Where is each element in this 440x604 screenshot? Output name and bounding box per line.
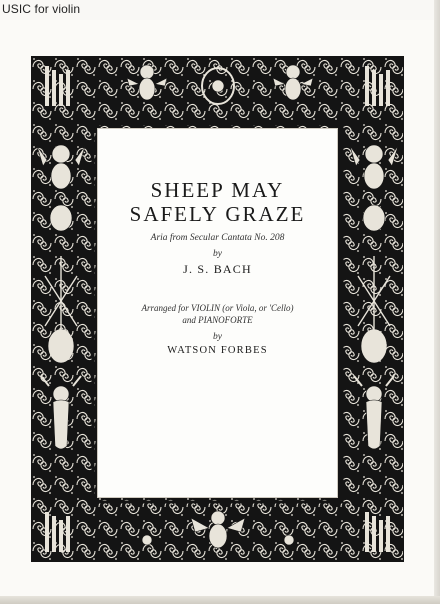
title-line-1: SHEEP MAY bbox=[150, 178, 285, 202]
title-line-2: SAFELY GRAZE bbox=[129, 202, 306, 226]
subtitle: Aria from Secular Cantata No. 208 bbox=[150, 233, 285, 243]
series-label: USIC for violin bbox=[2, 2, 81, 16]
page-edge-bottom bbox=[0, 596, 440, 604]
title-panel bbox=[97, 128, 338, 498]
by-label: by bbox=[213, 249, 222, 259]
arrangement-line-2: and PIANOFORTE bbox=[182, 315, 253, 325]
arranger-name: WATSON FORBES bbox=[167, 345, 268, 356]
top-strip bbox=[0, 0, 440, 20]
page-edge-right bbox=[434, 0, 440, 604]
arrangement-line-1: Arranged for VIOLIN (or Viola, or 'Cello) bbox=[141, 303, 294, 313]
composer-name: J. S. BACH bbox=[183, 262, 252, 276]
arrangement-note bbox=[98, 302, 337, 326]
by-label-2: by bbox=[213, 332, 222, 342]
